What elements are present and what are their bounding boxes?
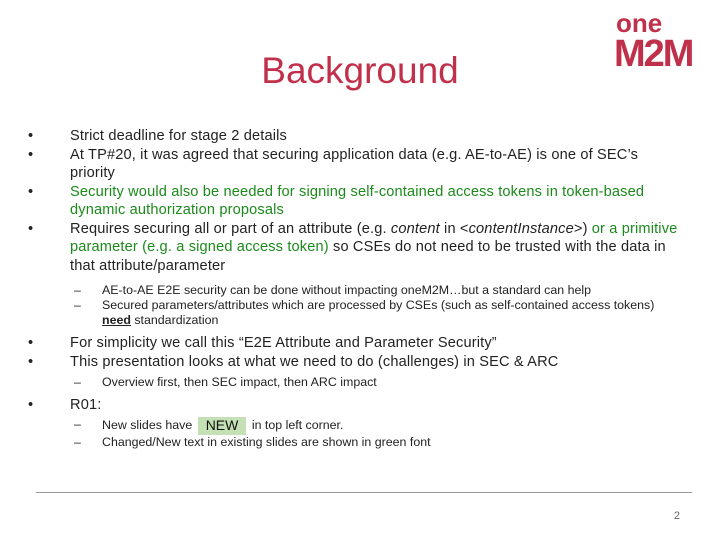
- bullet-item: [26, 353, 686, 372]
- new-badge: NEW: [198, 417, 247, 435]
- bullet-dot: •: [28, 220, 34, 237]
- bullet-dot: •: [28, 353, 34, 370]
- logo-top-text: one: [616, 8, 663, 38]
- bullet-text: At TP#20, it was agreed that securing application data (e.g. AE-to-AE) is one of SEC’s priority: [70, 146, 639, 181]
- bullet-dot: •: [28, 335, 34, 351]
- sub-bullet-item: [26, 435, 686, 450]
- sub-bullet-text: Secured parameters/attributes which are processed by CSEs (such as self-contained access tokens) need standardization: [102, 298, 655, 327]
- sub-bullet-dash: –: [74, 434, 81, 449]
- slide-title: Background: [261, 50, 459, 91]
- bullet-text: Strict deadline for stage 2 details: [70, 128, 287, 144]
- page-number: 2: [673, 510, 680, 522]
- bullet-dot: •: [28, 146, 34, 163]
- sub-bullet-item: [26, 298, 686, 328]
- sub-bullet-text: Overview first, then SEC impact, then ARC impact: [102, 375, 377, 389]
- bullet-dot: •: [28, 397, 34, 413]
- bullet-text: R01:: [70, 397, 102, 413]
- sub-bullet-item: [26, 283, 686, 298]
- logo-bottom-text: M2M: [614, 33, 693, 72]
- bullet-item: [26, 334, 686, 353]
- bullet-item: [26, 396, 686, 415]
- slide-body: [26, 127, 686, 450]
- bullet-item: [26, 127, 686, 146]
- bullet-item: [26, 146, 686, 183]
- sub-bullet-dash: –: [74, 375, 81, 389]
- bullet-dot: •: [28, 183, 34, 200]
- sub-bullet-text: AE-to-AE E2E security can be done without impacting oneM2M…but a standard can help: [102, 283, 592, 297]
- sub-bullet-dash: –: [74, 416, 81, 431]
- onem2m-logo: [612, 8, 708, 72]
- sub-bullet-dash: –: [74, 283, 81, 297]
- sub-bullet-dash: –: [74, 298, 81, 312]
- sub-bullet-item: [26, 417, 686, 435]
- sub-bullet-text: New slides have NEW in top left corner.: [102, 416, 344, 433]
- bullet-item: [26, 183, 686, 220]
- bullet-dot: •: [28, 128, 34, 144]
- footer-divider: [36, 492, 692, 493]
- sub-bullet-item: [26, 375, 686, 390]
- bullet-item: [26, 220, 686, 276]
- bullet-text: This presentation looks at what we need to do (challenges) in SEC & ARC: [70, 353, 559, 370]
- sub-bullet-text: Changed/New text in existing slides are shown in green font: [102, 434, 431, 449]
- bullet-text: Requires securing all or part of an attribute (e.g. content in <contentInstance>) or a primitive parameter (e.g. a signed access token) so CSEs do not need to be trusted with the data in that attribute/parameter: [70, 220, 678, 274]
- bullet-text-green: Security would also be needed for signing self-contained access tokens in token-based dynamic authorization proposals: [70, 183, 645, 218]
- bullet-text: For simplicity we call this “E2E Attribute and Parameter Security”: [70, 335, 497, 351]
